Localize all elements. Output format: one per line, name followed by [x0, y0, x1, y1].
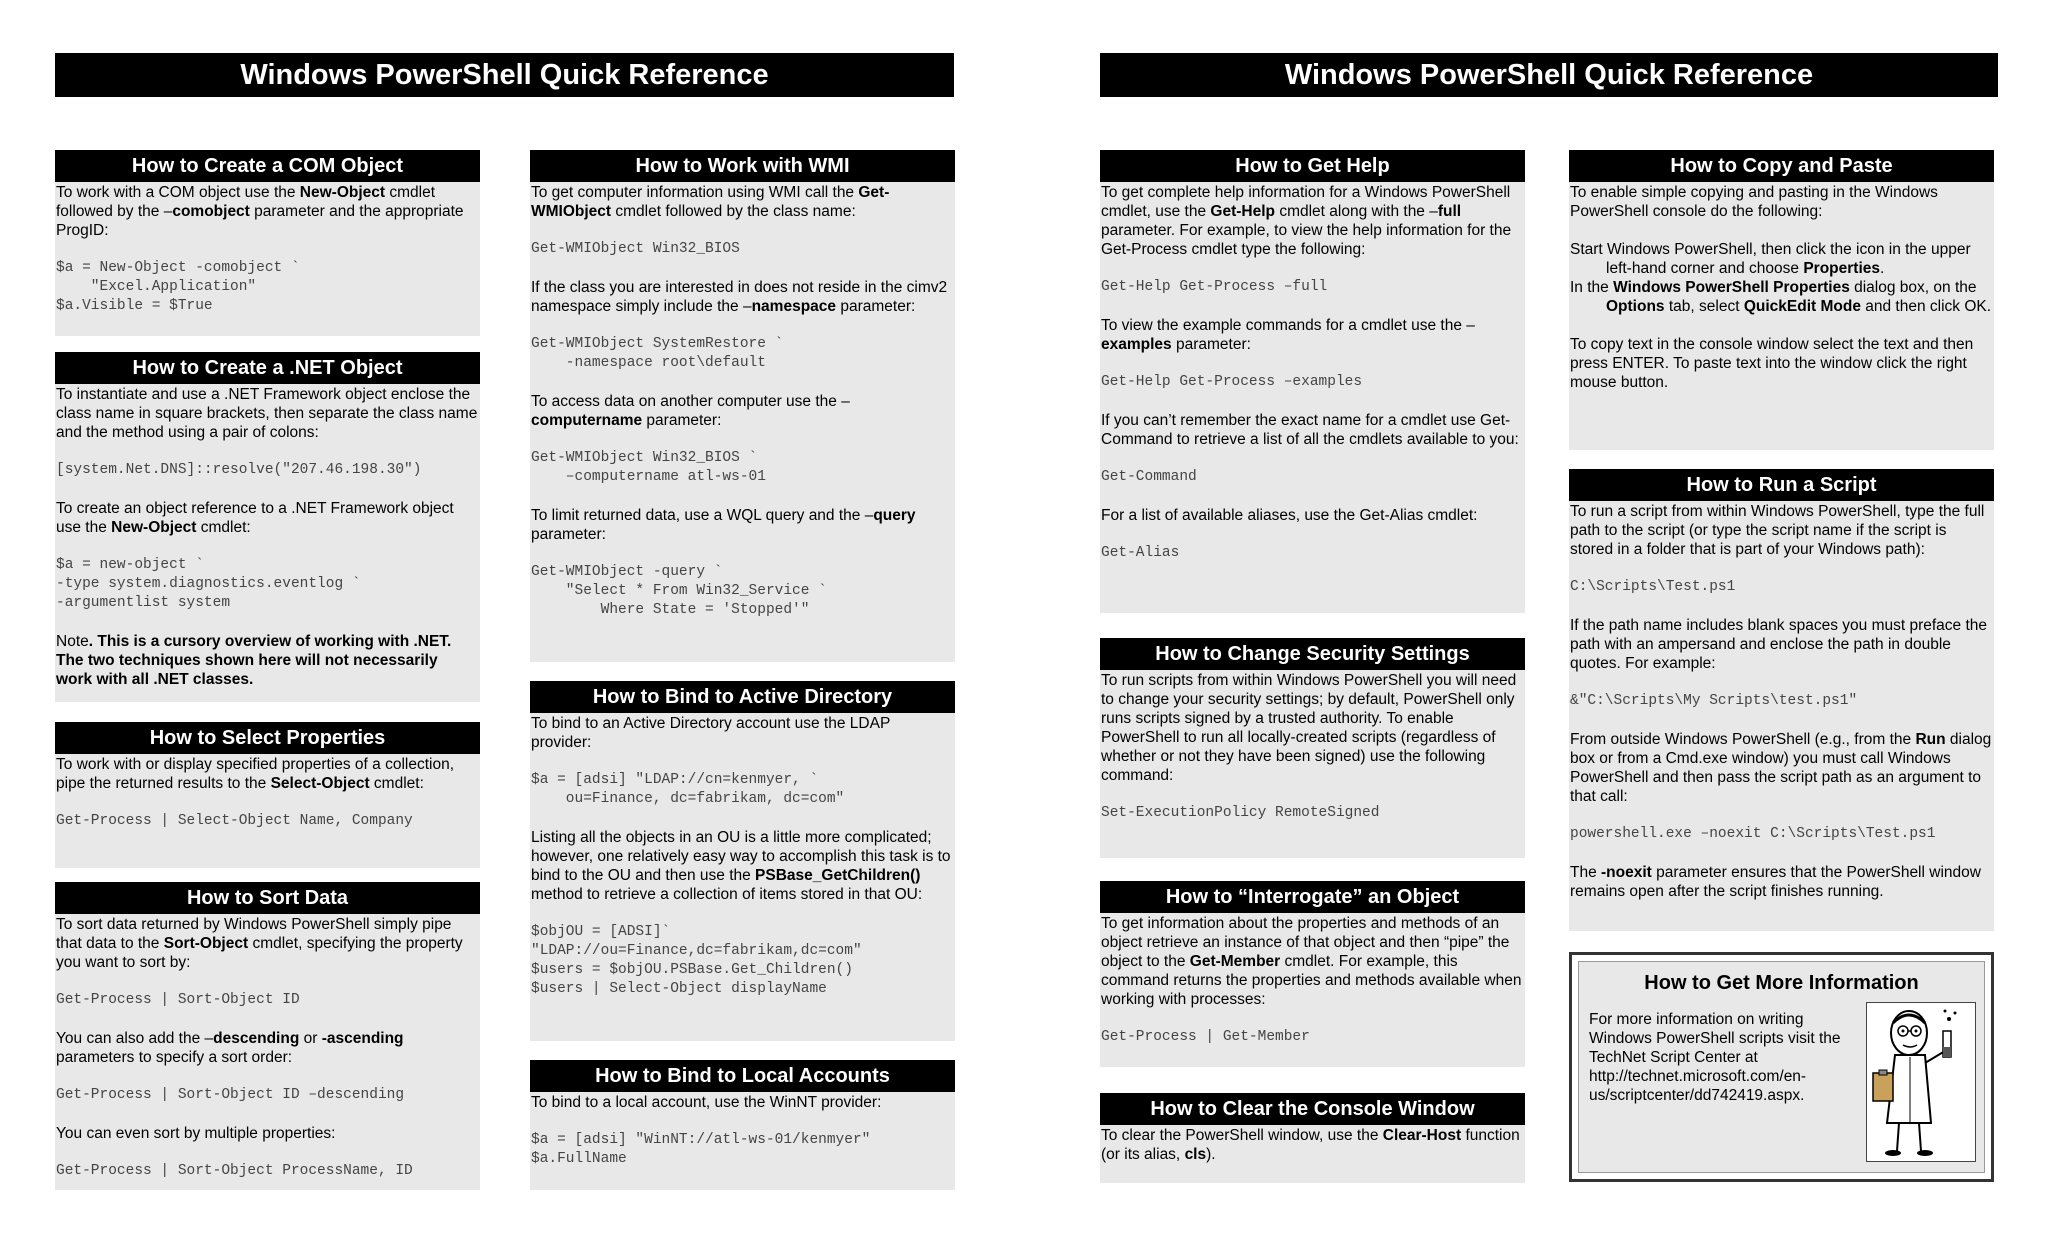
card-text: To copy text in the console window select the text and then press ENTER. To paste text into the window click the right mouse button. — [1570, 336, 1978, 391]
card-text: To enable simple copying and pasting in the Windows PowerShell console do the following: — [1570, 184, 1943, 220]
card-com-object — [55, 150, 480, 336]
code-sample: Set-ExecutionPolicy RemoteSigned — [1101, 805, 1380, 821]
card-text: To limit returned data, use a WQL query and the –query parameter: — [531, 507, 920, 543]
card-text: To sort data returned by Windows PowerShell simply pipe that data to the Sort-Object cmdlet, specifying the property you want to sort by: — [56, 916, 467, 971]
card-title: How to Copy and Paste — [1569, 150, 1994, 182]
code-sample: Get-Help Get-Process –full — [1101, 279, 1328, 295]
card-clear-console — [1100, 1093, 1525, 1183]
code-sample: $objOU = [ADSI]` "LDAP://ou=Finance,dc=fabrikam,dc=com" $users = $objOU.PSBase.Get_Children() $users | Select-Object displayName — [531, 924, 862, 997]
code-sample: Get-WMIObject Win32_BIOS — [531, 241, 740, 257]
card-wmi — [530, 150, 955, 662]
code-sample: Get-Process | Sort-Object ID — [56, 992, 300, 1008]
code-sample: Get-WMIObject -query ` "Select * From Win32_Service ` Where State = 'Stopped'" — [531, 564, 827, 618]
code-sample: Get-Alias — [1101, 545, 1180, 561]
card-sort-data — [55, 882, 480, 1190]
card-text: To run a script from within Windows PowerShell, type the full path to the script (or type the script name if the script is stored in a folder that is part of your Windows path): — [1570, 503, 1989, 558]
card-text: From outside Windows PowerShell (e.g., from the Run dialog box or from a Cmd.exe window) you must call Windows PowerShell and then pass the script path as an argument to that call: — [1570, 731, 1996, 805]
card-title: How to Get Help — [1100, 150, 1525, 182]
card-title: How to Sort Data — [55, 882, 480, 914]
card-text: To view the example commands for a cmdlet use the –examples parameter: — [1101, 317, 1475, 353]
card-text: If the class you are interested in does not reside in the cimv2 namespace simply include the –namespace parameter: — [531, 279, 952, 315]
card-title: How to Get More Information — [1644, 972, 1919, 994]
code-sample: Get-Process | Sort-Object ID –descending — [56, 1087, 405, 1103]
page-title-right: Windows PowerShell Quick Reference — [1100, 53, 1998, 97]
code-sample: Get-WMIObject Win32_BIOS ` –computername atl-ws-01 — [531, 450, 766, 485]
code-sample: $a = new-object ` -type system.diagnostics.eventlog ` -argumentlist system — [56, 557, 361, 611]
card-copy-paste — [1569, 150, 1994, 450]
card-interrogate-object — [1100, 881, 1525, 1067]
card-text: To run scripts from within Windows PowerShell you will need to change your security settings; by default, PowerShell only runs scripts signed by a trusted authority. To enable PowerShell to run all locally-created scripts (regardless of whether or not they have been signed) use the following command: — [1101, 672, 1521, 784]
card-select-properties — [55, 722, 480, 868]
code-sample: Get-Process | Sort-Object ProcessName, ID — [56, 1163, 413, 1179]
card-note: Note. This is a cursory overview of working with .NET. The two techniques shown here will not necessarily work with all .NET classes. — [56, 633, 456, 688]
card-title: How to Create a .NET Object — [55, 352, 480, 384]
card-title: How to Run a Script — [1569, 469, 1994, 501]
card-text: To get complete help information for a Windows PowerShell cmdlet, use the Get-Help cmdlet along with the –full parameter. For example, to view the help information for the Get-Process cmdlet type the following: — [1101, 184, 1516, 258]
card-security-settings — [1100, 638, 1525, 858]
card-title: How to Clear the Console Window — [1100, 1093, 1525, 1125]
card-text: The -noexit parameter ensures that the PowerShell window remains open after the script finishes running. — [1570, 864, 1986, 900]
card-get-help — [1100, 150, 1525, 613]
code-sample: $a = New-Object -comobject ` "Excel.Application" $a.Visible = $True — [56, 260, 300, 314]
code-sample: $a = [adsi] "LDAP://cn=kenmyer, ` ou=Finance, dc=fabrikam, dc=com" — [531, 772, 845, 807]
card-text: To create an object reference to a .NET Framework object use the New-Object cmdlet: — [56, 500, 459, 536]
card-text: To work with a COM object use the New-Object cmdlet followed by the –comobject parameter and the appropriate ProgID: — [56, 184, 468, 239]
card-text: To work with or display specified properties of a collection, pipe the returned results to the Select-Object cmdlet: — [56, 756, 459, 792]
card-title: How to Create a COM Object — [55, 150, 480, 182]
card-text: For a list of available aliases, use the Get-Alias cmdlet: — [1101, 507, 1478, 524]
card-title: How to Work with WMI — [530, 150, 955, 182]
card-text: To get information about the properties and methods of an object retrieve an instance of that object and then “pipe” the object to the Get-Member cmdlet. For example, this command returns the properties and methods available when working with processes: — [1101, 915, 1526, 1008]
card-text: Listing all the objects in an OU is a little more complicated; however, one relatively easy way to accomplish this task is to bind to the OU and then use the PSBase_GetChildren() method to retrieve a collection of items stored in that OU: — [531, 829, 955, 903]
card-text: If the path name includes blank spaces you must preface the path with an ampersand and enclose the path in double quotes. For example: — [1570, 617, 1992, 672]
card-text: You can even sort by multiple properties: — [56, 1125, 336, 1142]
code-sample: C:\Scripts\Test.ps1 — [1570, 579, 1736, 595]
code-sample: Get-Process | Select-Object Name, Company — [56, 813, 413, 829]
card-title: How to Select Properties — [55, 722, 480, 754]
card-text: To instantiate and use a .NET Framework object enclose the class name in square brackets, then separate the class name and the method using a pair of colons: — [56, 386, 482, 441]
card-text: To bind to a local account, use the WinNT provider: — [531, 1094, 882, 1111]
code-sample: [system.Net.DNS]::resolve("207.46.198.30") — [56, 462, 422, 478]
card-title: How to “Interrogate” an Object — [1100, 881, 1525, 913]
code-sample: Get-WMIObject SystemRestore ` -namespace root\default — [531, 336, 784, 371]
scientist-icon — [1866, 1002, 1976, 1162]
card-title: How to Change Security Settings — [1100, 638, 1525, 670]
code-sample: &"C:\Scripts\My Scripts\test.ps1" — [1570, 693, 1858, 709]
card-text: To access data on another computer use the –computername parameter: — [531, 393, 850, 429]
card-run-script — [1569, 469, 1994, 931]
card-active-directory — [530, 681, 955, 1041]
card-text: You can also add the –descending or -ascending parameters to specify a sort order: — [56, 1030, 408, 1066]
code-sample: powershell.exe –noexit C:\Scripts\Test.ps1 — [1570, 826, 1936, 842]
card-text: If you can’t remember the exact name for a cmdlet use Get-Command to retrieve a list of all the cmdlets available to you: — [1101, 412, 1519, 448]
card-text: To bind to an Active Directory account use the LDAP provider: — [531, 715, 895, 751]
card-text: To clear the PowerShell window, use the Clear-Host function (or its alias, cls). — [1101, 1127, 1525, 1163]
card-net-object — [55, 352, 480, 702]
card-title: How to Bind to Active Directory — [530, 681, 955, 713]
card-text: To get computer information using WMI call the Get-WMIObject cmdlet followed by the class name: — [531, 184, 890, 220]
card-step: Start Windows PowerShell, then click the icon in the upper left-hand corner and choose Properties. — [1570, 241, 1975, 277]
more-info-text: For more information on writing Windows PowerShell scripts visit the TechNet Script Center at http://technet.microsoft.com/en-us/scriptcenter/dd742419.aspx. — [1589, 1011, 1841, 1104]
code-sample: Get-Help Get-Process –examples — [1101, 374, 1363, 390]
page-title-left: Windows PowerShell Quick Reference — [55, 53, 954, 97]
card-step: In the Windows PowerShell Properties dialog box, on the Options tab, select QuickEdit Mode and then click OK. — [1570, 279, 1992, 315]
card-title: How to Bind to Local Accounts — [530, 1060, 955, 1092]
code-sample: Get-Process | Get-Member — [1101, 1029, 1310, 1045]
card-more-information — [1569, 952, 1994, 1182]
code-sample: Get-Command — [1101, 469, 1197, 485]
card-local-accounts — [530, 1060, 955, 1190]
code-sample: $a = [adsi] "WinNT://atl-ws-01/kenmyer" $a.FullName — [531, 1132, 871, 1167]
